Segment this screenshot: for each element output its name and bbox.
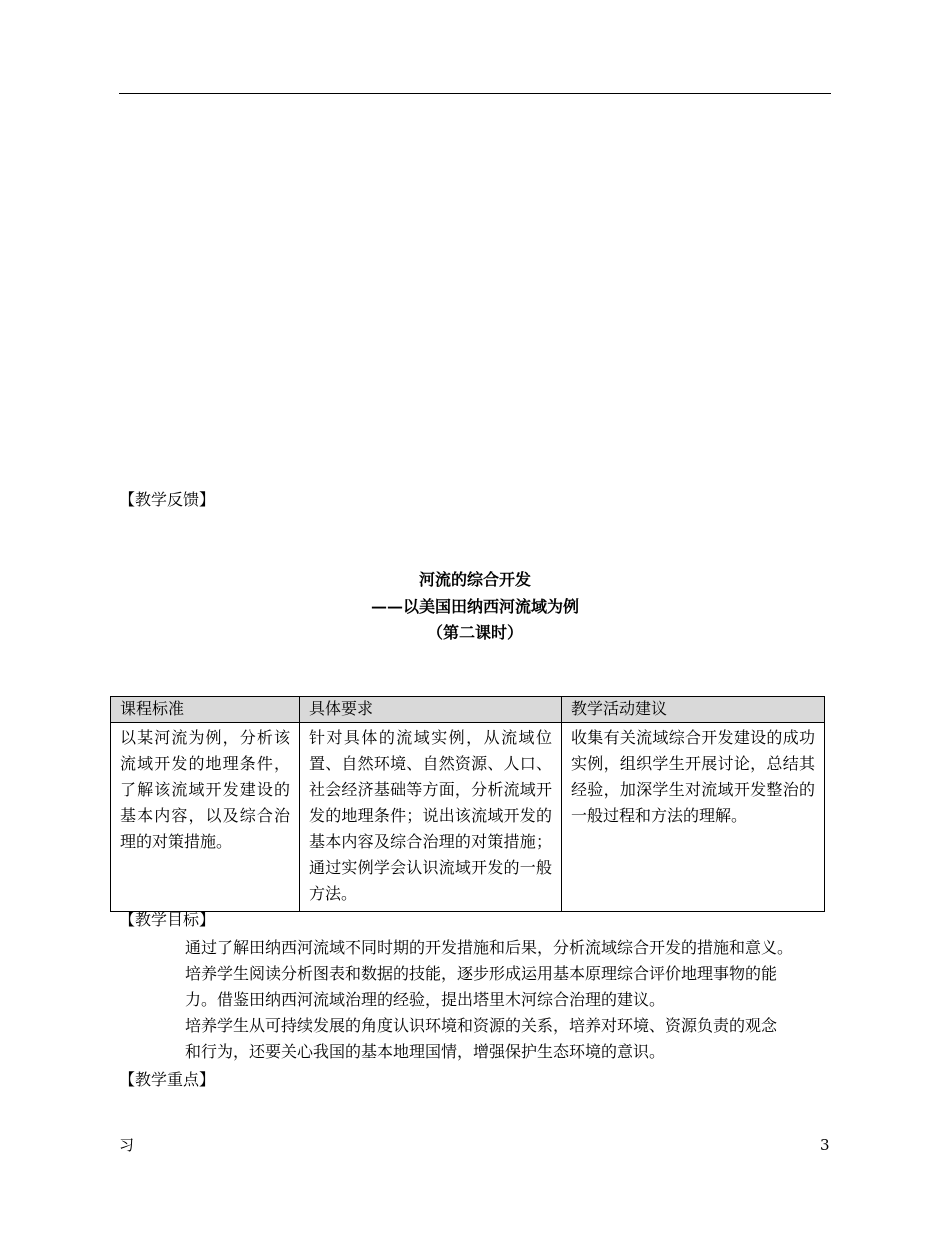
table-header-row	[111, 697, 825, 723]
cell-text: 以某河流为例，分析该流域开发的地理条件，了解该流域开发建设的基本内容，以及综合治理的对策措施。	[120, 728, 290, 851]
cell-text: 针对具体的流域实例，从流域位置、自然环境、自然资源、人口、社会经济基础等方面，分析流域开发的地理条件；说出该流域开发的基本内容及综合治理的对策措施；通过实例学会认识流域开发的一般方法。	[309, 728, 552, 903]
objective-line-3: 力。借鉴田纳西河流域治理的经验，提出塔里木河综合治理的建议。	[185, 990, 666, 1009]
header-activity-suggestions: 教学活动建议	[562, 697, 825, 723]
document-title: 河流的综合开发	[418, 570, 531, 589]
header-rule	[119, 93, 831, 94]
objective-line-1: 通过了解田纳西河流域不同时期的开发措施和后果，分析流域综合开发的措施和意义。	[185, 938, 794, 957]
key-points-heading: 【教学重点】	[119, 1070, 216, 1089]
objectives-heading: 【教学目标】	[119, 910, 216, 929]
header-specific-requirements: 具体要求	[300, 697, 562, 723]
cell-curriculum-standard	[111, 723, 300, 912]
cell-specific-requirements	[300, 723, 562, 912]
lesson-label: （第二课时）	[426, 623, 523, 642]
header-curriculum-standard: 课程标准	[111, 697, 300, 723]
objective-line-5: 和行为，还要关心我国的基本地理国情，增强保护生态环境的意识。	[185, 1042, 666, 1061]
cell-text: 收集有关流域综合开发建设的成功实例，组织学生开展讨论，总结其经验，加深学生对流域开发整治的一般过程和方法的理解。	[571, 728, 815, 825]
cell-activity-suggestions	[562, 723, 825, 912]
feedback-heading: 【教学反馈】	[119, 490, 216, 509]
page-number: 3	[820, 1136, 830, 1154]
objective-line-4: 培养学生从可持续发展的角度认识环境和资源的关系，培养对环境、资源负责的观念	[185, 1016, 778, 1035]
objective-line-2: 培养学生阅读分析图表和数据的技能，逐步形成运用基本原理综合评价地理事物的能	[185, 964, 778, 983]
footer-left-text: 习	[119, 1136, 135, 1154]
document-subtitle: ——以美国田纳西河流域为例	[370, 597, 579, 616]
curriculum-table	[110, 696, 825, 912]
table-row	[111, 723, 825, 912]
